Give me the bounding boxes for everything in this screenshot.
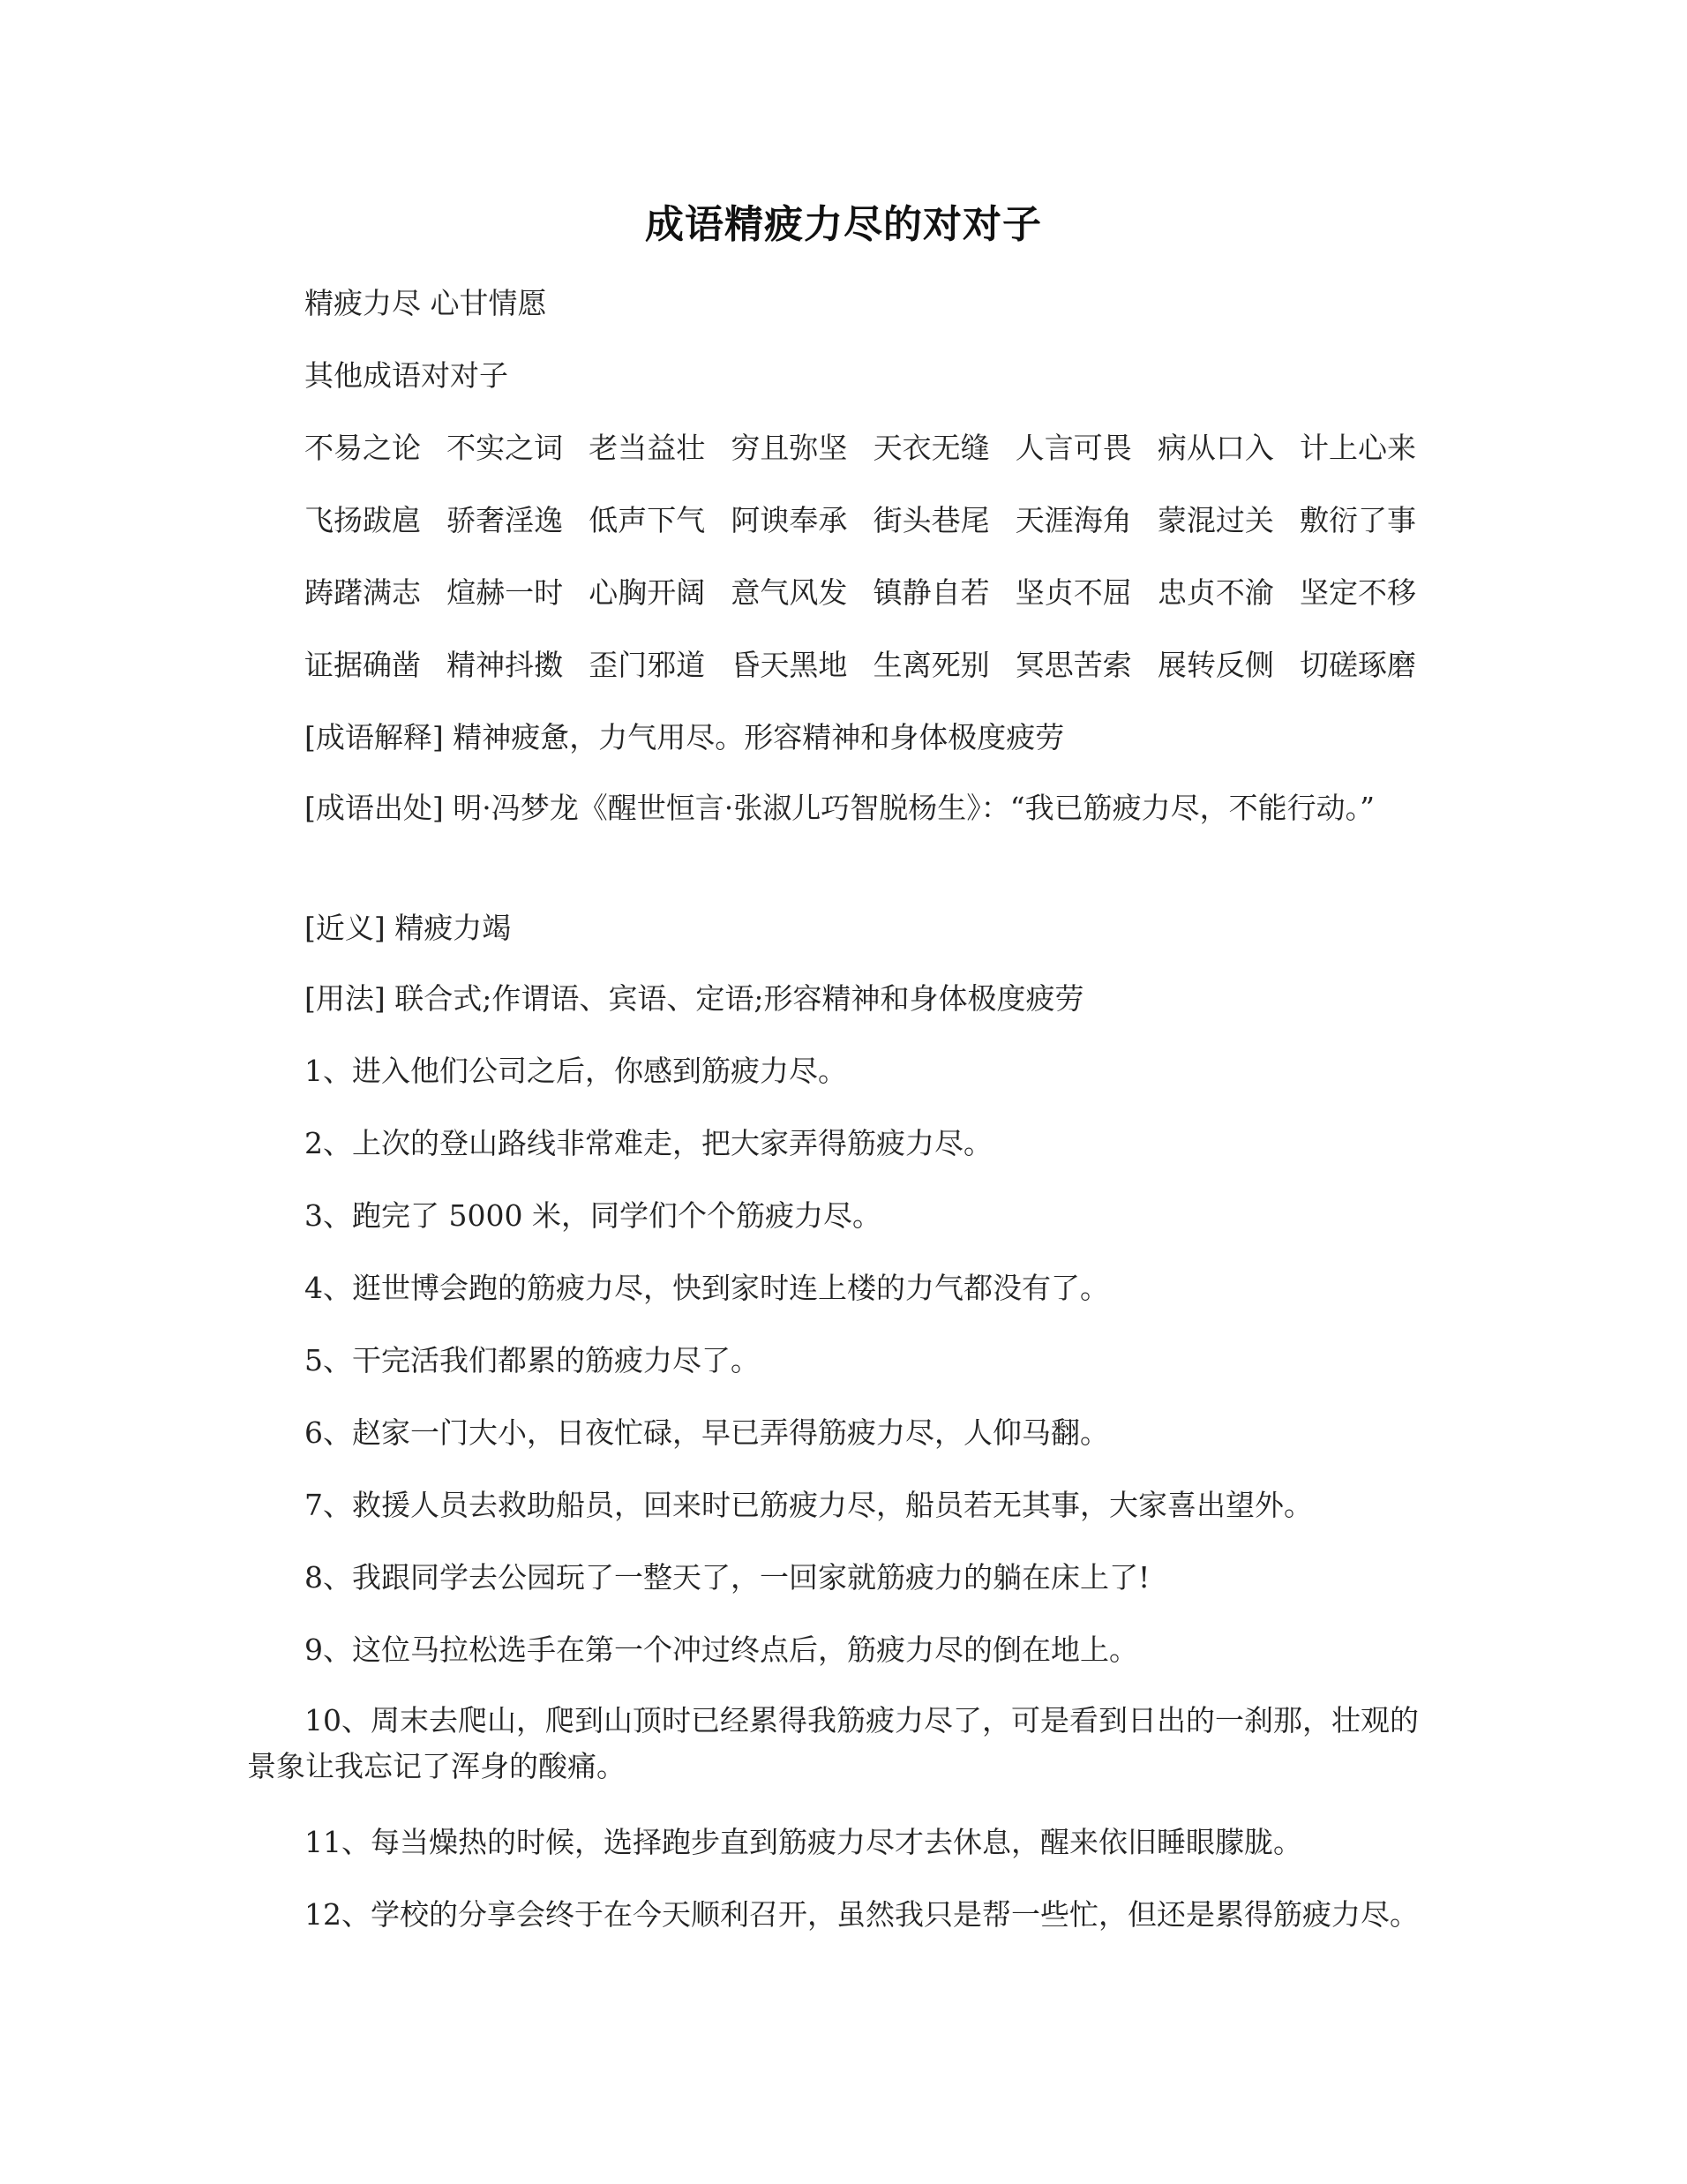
example-sentence: 7、救援人员去救助船员，回来时已筋疲力尽，船员若无其事，大家喜出望外。 xyxy=(304,1488,1313,1522)
idiom-item: 歪门邪道 xyxy=(589,648,706,682)
idiom-item: 阿谀奉承 xyxy=(731,503,848,537)
idiom-item: 坚贞不屈 xyxy=(1015,575,1132,610)
example-sentence: 4、逛世博会跑的筋疲力尽，快到家时连上楼的力气都没有了。 xyxy=(304,1271,1109,1305)
example-sentence: 5、干完活我们都累的筋疲力尽了。 xyxy=(304,1343,760,1377)
example-sentence: 1、进入他们公司之后，你感到筋疲力尽。 xyxy=(304,1054,847,1088)
idiom-item: 意气风发 xyxy=(731,575,848,610)
idiom-item: 天衣无缝 xyxy=(873,431,990,465)
idiom-item: 镇静自若 xyxy=(873,575,990,610)
example-sentence: 11、每当燥热的时候，选择跑步直到筋疲力尽才去休息，醒来依旧睡眼朦胧。 xyxy=(304,1825,1302,1859)
idiom-item: 生离死别 xyxy=(873,648,990,682)
section-heading: 其他成语对对子 xyxy=(304,358,508,393)
idiom-row xyxy=(304,646,1416,685)
idiom-item: 骄奢淫逸 xyxy=(446,503,564,537)
idiom-item: 不易之论 xyxy=(304,431,421,465)
idiom-item: 踌躇满志 xyxy=(304,575,421,610)
example-sentence: 10、周末去爬山，爬到山顶时已经累得我筋疲力尽了，可是看到日出的一刹那，壮观的景象让我忘记了浑身的酸痛。 xyxy=(247,1703,1419,1783)
idiom-item: 冥思苦索 xyxy=(1015,648,1132,682)
idiom-item: 心胸开阔 xyxy=(589,575,706,610)
idiom-item: 蒙混过关 xyxy=(1157,503,1274,537)
page-title: 成语精疲力尽的对对子 xyxy=(645,202,1042,247)
idiom-usage: [用法] 联合式;作谓语、宾语、定语;形容精神和身体极度疲劳 xyxy=(304,981,1084,1016)
idiom-item: 老当益壮 xyxy=(589,431,706,465)
example-sentence: 12、学校的分享会终于在今天顺利召开，虽然我只是帮一些忙，但还是累得筋疲力尽。 xyxy=(304,1897,1419,1932)
idiom-item: 证据确凿 xyxy=(304,648,421,682)
idiom-explanation: [成语解释] 精神疲惫，力气用尽。形容精神和身体极度疲劳 xyxy=(304,720,1065,754)
idiom-pair: 精疲力尽 心甘情愿 xyxy=(304,286,547,320)
idiom-item: 病从口入 xyxy=(1157,431,1274,465)
idiom-item: 低声下气 xyxy=(589,503,706,537)
idiom-item: 计上心来 xyxy=(1299,431,1416,465)
example-sentence: 8、我跟同学去公园玩了一整天了，一回家就筋疲力的躺在床上了! xyxy=(304,1560,1151,1595)
idiom-row xyxy=(304,501,1416,540)
idiom-item: 天涯海角 xyxy=(1015,503,1132,537)
example-sentence: 2、上次的登山路线非常难走，把大家弄得筋疲力尽。 xyxy=(304,1126,993,1160)
idiom-item: 忠贞不渝 xyxy=(1157,575,1274,610)
idiom-item: 切磋琢磨 xyxy=(1299,648,1416,682)
idiom-item: 展转反侧 xyxy=(1157,648,1274,682)
idiom-synonym: [近义] 精疲力竭 xyxy=(304,911,512,945)
idiom-item: 昏天黑地 xyxy=(731,648,848,682)
idiom-item: 敷衍了事 xyxy=(1299,503,1416,537)
idiom-row xyxy=(304,429,1416,468)
idiom-item: 煊赫一时 xyxy=(446,575,564,610)
idiom-item: 坚定不移 xyxy=(1299,575,1416,610)
idiom-item: 人言可畏 xyxy=(1015,431,1132,465)
idiom-item: 精神抖擞 xyxy=(446,648,564,682)
idiom-item: 飞扬跋扈 xyxy=(304,503,421,537)
example-sentence: 3、跑完了 5000 米，同学们个个筋疲力尽。 xyxy=(304,1198,881,1233)
idiom-source: [成语出处] 明·冯梦龙《醒世恒言·张淑儿巧智脱杨生》：“我已筋疲力尽，不能行动。” xyxy=(304,791,1375,825)
idiom-item: 街头巷尾 xyxy=(873,503,990,537)
idiom-row xyxy=(304,574,1416,612)
example-sentence: 6、赵家一门大小，日夜忙碌，早已弄得筋疲力尽，人仰马翻。 xyxy=(304,1415,1109,1450)
example-sentence: 9、这位马拉松选手在第一个冲过终点后，筋疲力尽的倒在地上。 xyxy=(304,1632,1138,1667)
idiom-item: 不实之词 xyxy=(446,431,564,465)
idiom-item: 穷且弥坚 xyxy=(731,431,848,465)
